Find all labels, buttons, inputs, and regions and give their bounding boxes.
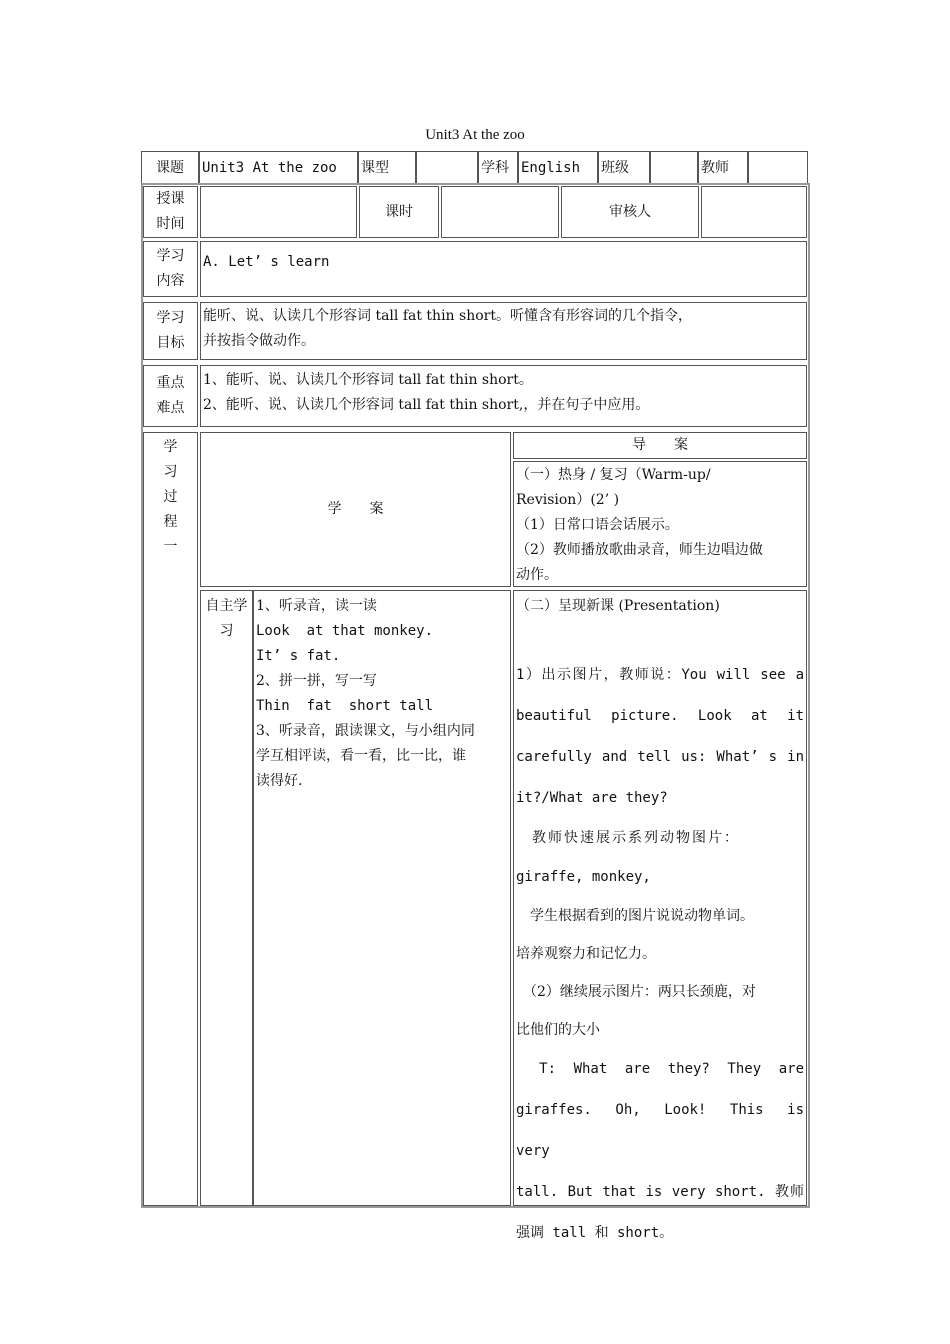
warmup-line-3: （1）日常口语会话展示。 xyxy=(516,517,679,533)
self-study-line-7: 学互相评读，看一看，比一比，谁 xyxy=(256,748,466,764)
period-label-cell xyxy=(359,186,439,238)
warmup-line-2: Revision）(2’ ) xyxy=(516,492,620,508)
presentation-line-4: carefully and tell us: What’ s in xyxy=(516,749,804,765)
process-label-char-1: 学 xyxy=(163,439,178,455)
guide-header-cell xyxy=(513,432,807,459)
presentation-line-13: giraffes. Oh, Look! This is very xyxy=(516,1102,821,1159)
self-study-label-line2: 习 xyxy=(219,623,234,639)
presentation-line-15: 强调 tall 和 short。 xyxy=(516,1225,674,1241)
period-value-cell xyxy=(441,186,559,238)
self-study-line-5: Thin fat short tall xyxy=(256,698,434,714)
lesson-label: 课题 xyxy=(156,159,184,176)
self-study-line-3: It’ s fat. xyxy=(256,648,341,664)
time-label-line2: 时间 xyxy=(156,216,185,232)
goal-line-2: 并按指令做动作。 xyxy=(203,333,315,349)
goal-label-line2: 目标 xyxy=(156,335,185,351)
self-study-line-2: Look at that monkey. xyxy=(256,623,434,639)
content-label-line1: 学习 xyxy=(156,248,185,264)
class-value-cell xyxy=(650,151,698,185)
warmup-line-1: （一）热身 / 复习（Warm-up/ xyxy=(516,467,711,483)
study-plan-header: 学 案 xyxy=(327,501,384,517)
self-study-label-line1: 自主学 xyxy=(205,598,248,614)
presentation-line-7: giraffe, monkey, xyxy=(516,869,651,885)
self-study-line-8: 读得好. xyxy=(256,773,303,789)
presentation-line-3: beautiful picture. Look at it xyxy=(516,708,804,724)
presentation-line-14: tall. But that is very short. 教师 xyxy=(516,1184,804,1200)
presentation-line-5: it?/What are they? xyxy=(516,790,668,806)
lesson-value-cell xyxy=(199,151,358,185)
process-label-char-4: 程 xyxy=(163,514,178,530)
presentation-line-8: 学生根据看到的图片说说动物单词。 xyxy=(516,908,754,924)
study-plan-header-cell xyxy=(200,432,511,587)
type-value-cell xyxy=(416,151,478,185)
period-label: 课时 xyxy=(385,203,413,220)
warmup-cell xyxy=(513,461,807,587)
self-study-line-4: 2、拼一拼，写一写 xyxy=(256,673,377,689)
presentation-line-12: T: What are they? They are xyxy=(516,1061,804,1077)
self-study-label-cell xyxy=(200,590,253,1206)
subject-label-cell xyxy=(478,151,518,185)
type-label: 课型 xyxy=(361,160,389,176)
presentation-line-10: （2）继续展示图片：两只长颈鹿，对 xyxy=(516,984,756,1000)
guide-header: 导 案 xyxy=(632,437,688,453)
subject-label: 学科 xyxy=(481,160,509,176)
subject-value: English xyxy=(521,160,581,176)
key-label-line2: 难点 xyxy=(156,400,185,416)
process-label-cell xyxy=(143,432,198,1206)
goal-label-line1: 学习 xyxy=(156,310,185,326)
goal-line-1: 能听、说、认读几个形容词 tall fat thin short。听懂含有形容词的几个指令， xyxy=(203,308,692,324)
time-value-cell xyxy=(200,186,357,238)
content-label-cell xyxy=(143,241,198,297)
presentation-line-9: 培养观察力和记忆力。 xyxy=(516,946,656,962)
warmup-line-4: （2）教师播放歌曲录音，师生边唱边做 xyxy=(516,542,763,558)
self-study-line-6: 3、听录音，跟读课文，与小组内同 xyxy=(256,723,475,739)
presentation-line-2: 1）出示图片，教师说：You will see a xyxy=(516,667,804,683)
time-label-cell xyxy=(143,186,198,238)
goal-value-cell xyxy=(200,302,807,360)
content-value-cell xyxy=(200,241,807,297)
self-study-cell xyxy=(253,590,511,1206)
subject-value-cell xyxy=(518,151,598,185)
reviewer-value-cell xyxy=(701,186,807,238)
teacher-label: 教师 xyxy=(701,160,729,176)
presentation-cell xyxy=(513,590,821,1241)
key-label-line1: 重点 xyxy=(156,375,185,391)
presentation-line-6: 教师快速展示系列动物图片： xyxy=(516,830,740,846)
warmup-line-5: 动作。 xyxy=(516,567,558,583)
lesson-value: Unit3 At the zoo xyxy=(202,160,337,176)
lesson-label-cell xyxy=(141,151,199,185)
process-label-char-3: 过 xyxy=(163,489,178,505)
process-label-char-2: 习 xyxy=(163,464,178,480)
presentation-line-11: 比他们的大小 xyxy=(516,1022,600,1038)
document-title: Unit3 At the zoo xyxy=(425,127,525,143)
class-label-cell xyxy=(598,151,650,185)
key-value-cell xyxy=(200,365,807,427)
key-line-1: 1、能听、说、认读几个形容词 tall fat thin short。 xyxy=(203,372,533,388)
type-label-cell xyxy=(358,151,416,185)
self-study-line-1: 1、听录音，读一读 xyxy=(256,598,377,614)
key-line-2: 2、能听、说、认读几个形容词 tall fat thin short,，并在句子中应用。 xyxy=(203,397,650,413)
key-label-cell xyxy=(143,365,198,427)
teacher-label-cell xyxy=(698,151,748,185)
content-label-line2: 内容 xyxy=(156,273,185,289)
reviewer-label-cell xyxy=(561,186,699,238)
time-label-line1: 授课 xyxy=(156,191,185,207)
content-value: A. Let’ s learn xyxy=(203,254,330,270)
goal-label-cell xyxy=(143,302,198,360)
reviewer-label: 审核人 xyxy=(609,203,651,220)
teacher-value-cell xyxy=(748,151,808,185)
presentation-line-1: （二）呈现新课 (Presentation) xyxy=(516,598,720,614)
process-label-char-5: 一 xyxy=(163,539,178,555)
class-label: 班级 xyxy=(601,160,629,176)
